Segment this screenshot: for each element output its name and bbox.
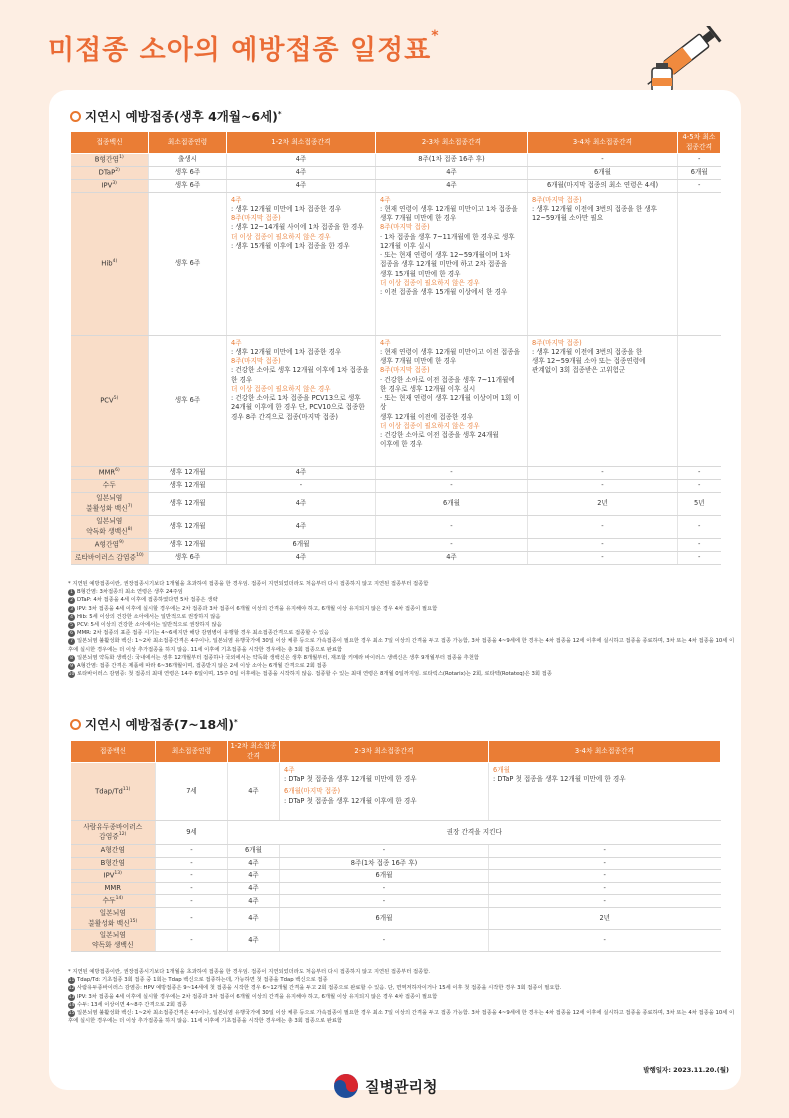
cell: 4주 [228, 882, 280, 895]
cell: - [678, 179, 721, 192]
cell: 4주 [228, 895, 280, 908]
section1-heading: 지연시 예방접종(생후 4개월~6세)* [70, 107, 282, 125]
cell: - [678, 538, 721, 551]
table-row [71, 538, 721, 551]
cell-min-age: 생후 6주 [149, 551, 227, 564]
cell-pcv-1-2: 4주 : 생후 12개월 미만에 1차 접종한 경우 8주(마지막 접종) : 건강한 소아로 생후 12개월 이후에 1차 접종을 한 경우 더 이상 접종이 필요하지 않은 경우 : 건강한 소아로 1차 접종을 PCV13으로 생후 24개월 이후에 한 경우 단, PCV10으로 접종한 경우 8주 간격으로 접종(마지막 접종) [227, 335, 376, 466]
cell: 6개월 [280, 870, 489, 883]
cell-min-age: - [156, 882, 228, 895]
cell-min-age: - [156, 908, 228, 930]
cell: - [280, 882, 489, 895]
table-row [71, 882, 721, 895]
footnote: 12 사람유두종바이러스 감염증: HPV 예방접종은 9~14세에 첫 접종을 시작한 경우 6~12개월 간격을 두고 2회 접종으로 완료할 수 있음. 단, 면역저하자이거나 15세 이후 첫 접종을 시작한 경우 3회 접종이 필요함. [68, 985, 562, 992]
cell: - [528, 551, 678, 564]
organization-name: 질병관리청 [365, 1077, 438, 1096]
syringe-icon [634, 26, 726, 96]
cell-min-age: 생후 12개월 [149, 515, 227, 538]
cell: - [678, 479, 721, 492]
cell: - [489, 895, 721, 908]
cell-pcv-2-3: 4주 : 현재 연령이 생후 12개월 미만이고 이전 접종을 생후 7개월 미만에 한 경우 8주(마지막 접종) · 건강한 소아로 이전 접종을 생후 7~11개월에 한 경우로 생후 12개월 이후 실시 · 또는 현재 연령이 생후 12개월 이상이며 1회 이상 생후 12개월 이전에 접종한 경우 더 이상 접종이 필요하지 않은 경우 : 건강한 소아로 이전 접종을 생후 24개월 이후에 한 경우 [376, 335, 528, 466]
footnote: * 지연된 예방접종이란, 권장접종시기보다 1개월을 초과하여 접종을 한 경우임. 접종이 지연되었더라도 처음부터 다시 접종하지 않고 지연된 접종부터 접종함. [68, 969, 431, 975]
table-row [71, 335, 721, 466]
row-head-rota: 로타바이러스 감염증$^{10)}$ [71, 551, 149, 564]
cell-min-age: 생후 12개월 [149, 466, 227, 479]
cell: 6개월 [528, 166, 678, 179]
table-row [71, 763, 721, 821]
row-head-je-live: 일본뇌염 약독화 생백신 [71, 930, 156, 952]
circle-bullet-icon [70, 111, 81, 122]
cell: - [678, 154, 721, 167]
cell: - [678, 466, 721, 479]
row-head-ipv: IPV$^{13)}$ [71, 870, 156, 883]
cell: - [489, 870, 721, 883]
table-row [71, 515, 721, 538]
footnote: 11 Tdap/Td: 기초접종 3회 접종 중 1회는 Tdap 백신으로 접종하는데, 가능하면 첫 접종을 Tdap 백신으로 접종 [68, 977, 328, 984]
row-head-hib: Hib$^{4)}$ [71, 192, 149, 335]
footnote: 9 A형간염: 접종 간격은 제품에 따라 6~36개월이며, 접종받지 않은 2세 이상 소아는 6개월 간격으로 2회 접종 [68, 662, 738, 670]
footnote: 4 Hib: 5세 이상의 건강한 소아에서는 일반적으로 권장하지 않음 [68, 613, 738, 621]
footnote: 15 일본뇌염 불활성화 백신: 1~2차 최소접종간격은 4주이나, 일본뇌염 유행국가에 30일 이상 체류 등으로 가속접종이 필요한 경우 최소 7일 이상의 간격을 두고 접종 가능함. 3차 접종을 4~9세에 한 경우는 4차 접종을 12세 이후에 실시하고 접종을 종료하며, 3차 또는 4차 접종을 10세 이후에 실시한 경우에는 더 이상 추가접종을 하지 않음. 11세 이후에 기초접종을 시작한 경우에는 총 3회 접종으로 완료함 [68, 1010, 735, 1025]
table-header-row [71, 741, 721, 763]
row-head-mmr: MMR$^{6)}$ [71, 466, 149, 479]
table-row [71, 930, 721, 952]
page-title: 미접종 소아의 예방접종 일정표* [48, 28, 440, 66]
cell: 4주 [228, 930, 280, 952]
table-row [71, 179, 721, 192]
section1-footnotes [68, 580, 738, 678]
header-interval-4-5: 4-5차 최소 접종간격 [678, 132, 721, 154]
table-row [71, 166, 721, 179]
cell: 2년 [489, 908, 721, 930]
cell: - [376, 515, 528, 538]
table-row [71, 154, 721, 167]
cell: - [280, 845, 489, 858]
cell: 4주 [376, 179, 528, 192]
table-row [71, 479, 721, 492]
table-delayed-7-18y [70, 740, 721, 952]
row-head-tdap: Tdap/Td$^{11)}$ [71, 763, 156, 821]
cell: - [528, 479, 678, 492]
cell: - [528, 538, 678, 551]
cell: 4주 [228, 857, 280, 870]
kdca-logo [333, 1073, 437, 1099]
table-row [71, 870, 721, 883]
cell-min-age: 7세 [156, 763, 228, 821]
cell-hib-3-4: 8주(마지막 접종) : 생후 12개월 이전에 3번의 접종을 한 생후 12~59개월 소아만 필요 [528, 192, 678, 335]
table-row [71, 857, 721, 870]
footnote: 5 PCV: 5세 이상의 건강한 소아에서는 일반적으로 권장하지 않음 [68, 621, 738, 629]
header-interval-2-3: 2-3차 최소접종간격 [376, 132, 528, 154]
cell: - [678, 551, 721, 564]
cell-min-age: - [156, 930, 228, 952]
footnote: 3 IPV: 3차 접종을 4세 이후에 실시할 경우에는 2차 접종과 3차 접종이 6개월 이상의 간격을 유지해야 하고, 6개월 이상 유지되지 않은 경우 4차 접종이 필요함 [68, 605, 738, 613]
header-vaccine: 접종백신 [71, 741, 156, 763]
header-interval-1-2: 1-2차 최소접종간격 [227, 132, 376, 154]
cell: - [280, 895, 489, 908]
cell: - [489, 845, 721, 858]
cell: 4주 [227, 154, 376, 167]
header-interval-2-3: 2-3차 최소접종간격 [280, 741, 489, 763]
cell-min-age: 생후 6주 [149, 179, 227, 192]
table-row [71, 551, 721, 564]
cell: 4주 [227, 492, 376, 515]
cell: - [489, 882, 721, 895]
cell: 6개월 [227, 538, 376, 551]
cell: 5년 [678, 492, 721, 515]
cell [678, 192, 721, 335]
header-interval-3-4: 3-4차 최소접종간격 [528, 132, 678, 154]
cell-min-age: 생후 6주 [149, 192, 227, 335]
footnote: 14 수두: 13세 이상이면 4~8주 간격으로 2회 접종 [68, 1001, 187, 1008]
section2-footnotes [68, 968, 738, 1025]
cell: 4주 [227, 466, 376, 479]
row-head-pcv: PCV$^{5)}$ [71, 335, 149, 466]
cell-hpv-interval: 권장 간격을 지킨다 [228, 821, 721, 845]
footnote: 7 일본뇌염 불활성화 백신: 1~2차 최소접종간격은 4주이나, 일본뇌염 유행국가에 30일 이상 체류 등으로 가속접종이 필요한 경우 최소 7일 이상의 간격을 두고 접종 가능함, 3차 접종을 4~9세에 한 경우는 4차 접종을 12세 이후에 실시하고 접종을 종료하며, 3차 또는 4차 접종을 10세 이후에 실시한 경우에는 더 이상 추가접종을 하지 않음. 11세 이후에 기초접종을 시작한 경우에는 총 3회 접종으로 완료함 [68, 638, 735, 653]
row-head-varicella: 수두 [71, 479, 149, 492]
circle-bullet-icon [70, 719, 81, 730]
cell-min-age: 생후 6주 [149, 335, 227, 466]
cell: - [376, 538, 528, 551]
row-head-mmr: MMR [71, 882, 156, 895]
header-min-age: 최소접종연령 [156, 741, 228, 763]
footnote: 1 B형간염: 3차접종의 최소 연령은 생후 24주임 [68, 588, 738, 596]
header-interval-3-4: 3-4차 최소접종간격 [489, 741, 721, 763]
cell: 4주 [227, 179, 376, 192]
cell: 4주 [227, 551, 376, 564]
cell-hib-2-3: 4주 : 현재 연령이 생후 12개월 미만이고 1차 접종을 생후 7개월 미만에 한 경우 8주(마지막 접종) · 1차 접종을 생후 7~11개월에 한 경우로 생후 12개월 이후 실시 · 또는 현재 연령이 생후 12~59개월이며 1차 접종을 생후 12개월 미만에 하고 2차 접종을 생후 15개월 미만에 한 경우 더 이상 접종이 필요하지 않은 경우 : 이전 접종을 생후 15개월 이상에서 한 경우 [376, 192, 528, 335]
footnote: 10 로타바이러스 감염증: 첫 접종의 최대 연령은 14주 6일이며, 15주 0일 이후에는 접종을 시작하지 않음. 접종할 수 있는 최대 연령은 8개월 0일까지임. 로타릭스(Rotarix)는 2회, 로타텍(Rotateq)은 3회 접종 [68, 671, 552, 678]
table-header-row [71, 132, 721, 154]
table-row [71, 821, 721, 845]
taegeuk-emblem-icon [333, 1073, 359, 1099]
header-vaccine: 접종백신 [71, 132, 149, 154]
table-row [71, 845, 721, 858]
cell: 6개월 [376, 492, 528, 515]
cell-min-age: - [156, 895, 228, 908]
cell: - [528, 154, 678, 167]
footnote: 6 MMR: 2차 접종의 표준 접종 시기는 4~6세지만 해당 감염병이 유행할 경우 최소접종간격으로 접종할 수 있음 [68, 629, 738, 637]
cell: 4주 [227, 515, 376, 538]
cell-min-age: 생후 12개월 [149, 538, 227, 551]
row-head-dtap: DTaP$^{2)}$ [71, 166, 149, 179]
row-head-hepb: B형간염$^{1)}$ [71, 154, 149, 167]
table-delayed-4m-6y [70, 131, 721, 565]
cell: - [678, 515, 721, 538]
row-head-je-live: 일본뇌염 약독화 생백신$^{8)}$ [71, 515, 149, 538]
publish-date: 발행일자: 2023.11.20.(월) [643, 1066, 729, 1074]
cell: 6개월(마지막 접종의 최소 연령은 4세) [528, 179, 678, 192]
footnote: 2 DTaP: 4차 접종을 4세 이후에 접종하였다면 5차 접종은 생략 [68, 596, 738, 604]
cell: - [528, 515, 678, 538]
cell: 2년 [528, 492, 678, 515]
cell: - [528, 466, 678, 479]
table-row [71, 895, 721, 908]
cell: 4주 [228, 870, 280, 883]
cell-min-age: 생후 12개월 [149, 479, 227, 492]
cell-hib-1-2: 4주 : 생후 12개월 미만에 1차 접종한 경우 8주(마지막 접종) : 생후 12~14개월 사이에 1차 접종을 한 경우 더 이상 접종이 필요하지 않은 경우 : 생후 15개월 이후에 1차 접종을 한 경우 [227, 192, 376, 335]
table-row [71, 192, 721, 335]
cell-min-age: - [156, 857, 228, 870]
cell-min-age: 출생시 [149, 154, 227, 167]
row-head-hepb: B형간염 [71, 857, 156, 870]
footnote: 13 IPV: 3차 접종을 4세 이후에 실시할 경우에는 2차 접종과 3차 접종이 6개월 이상의 간격을 유지해야 하고, 6개월 이상 유지되지 않은 경우 4차 접종이 필요함 [68, 993, 438, 1000]
header-min-age: 최소접종연령 [149, 132, 227, 154]
footnote: 8 일본뇌염 약독화 생백신: 국내에서는 생후 12개월부터 접종하나 국외에서는 약독화 생백신은 생후 8개월부터, 재조합 키메라 바이러스 생백신은 생후 9개월부터 접종을 추천함 [68, 654, 738, 662]
table-row [71, 466, 721, 479]
row-head-varicella: 수두$^{14)}$ [71, 895, 156, 908]
cell: - [376, 479, 528, 492]
cell: 4주 [227, 166, 376, 179]
cell-tdap-3-4: 6개월 : DTaP 첫 접종을 생후 12개월 미만에 한 경우 [489, 763, 721, 821]
cell: 6개월 [280, 908, 489, 930]
row-head-hepa: A형간염$^{9)}$ [71, 538, 149, 551]
cell-min-age: 생후 6주 [149, 166, 227, 179]
cell: - [227, 479, 376, 492]
cell-min-age: 생후 12개월 [149, 492, 227, 515]
cell: 4주 [376, 166, 528, 179]
cell: - [280, 930, 489, 952]
cell-tdap-2-3: 4주 : DTaP 첫 접종을 생후 12개월 미만에 한 경우 6개월(마지막 접종) : DTaP 첫 접종을 생후 12개월 이후에 한 경우 [280, 763, 489, 821]
row-head-ipv: IPV$^{3)}$ [71, 179, 149, 192]
cell: - [489, 857, 721, 870]
cell: 8주(1차 접종 16주 후) [280, 857, 489, 870]
cell: 4주 [228, 763, 280, 821]
row-head-hpv: 사람유두종바이러스 감염증$^{12)}$ [71, 821, 156, 845]
cell-min-age: - [156, 845, 228, 858]
cell: 6개월 [228, 845, 280, 858]
cell-pcv-3-4: 8주(마지막 접종) : 생후 12개월 이전에 3번의 접종을 한 생후 12~59개월 소아 또는 접종연령에 관계없이 3회 접종받은 고위험군 [528, 335, 678, 466]
section2-heading: 지연시 예방접종(7~18세)* [70, 715, 238, 733]
header-interval-1-2: 1-2차 최소접종간격 [228, 741, 280, 763]
row-head-je-inactivated: 일본뇌염 불활성화 백신$^{15)}$ [71, 908, 156, 930]
cell-min-age: 9세 [156, 821, 228, 845]
cell-min-age: - [156, 870, 228, 883]
footnote: * 지연된 예방접종이란, 권장접종시기보다 1개월을 초과하여 접종을 한 경우임. 접종이 지연되었더라도 처음부터 다시 접종하지 않고 지연된 접종부터 접종함 [68, 581, 429, 587]
table-row [71, 492, 721, 515]
row-head-hepa: A형간염 [71, 845, 156, 858]
cell [678, 335, 721, 466]
row-head-je-inactivated: 일본뇌염 불활성화 백신$^{7)}$ [71, 492, 149, 515]
cell: 4주 [376, 551, 528, 564]
cell: 8주(1차 접종 16주 후) [376, 154, 528, 167]
cell: - [376, 466, 528, 479]
table-row [71, 908, 721, 930]
cell: 6개월 [678, 166, 721, 179]
cell: 4주 [228, 908, 280, 930]
cell: - [489, 930, 721, 952]
